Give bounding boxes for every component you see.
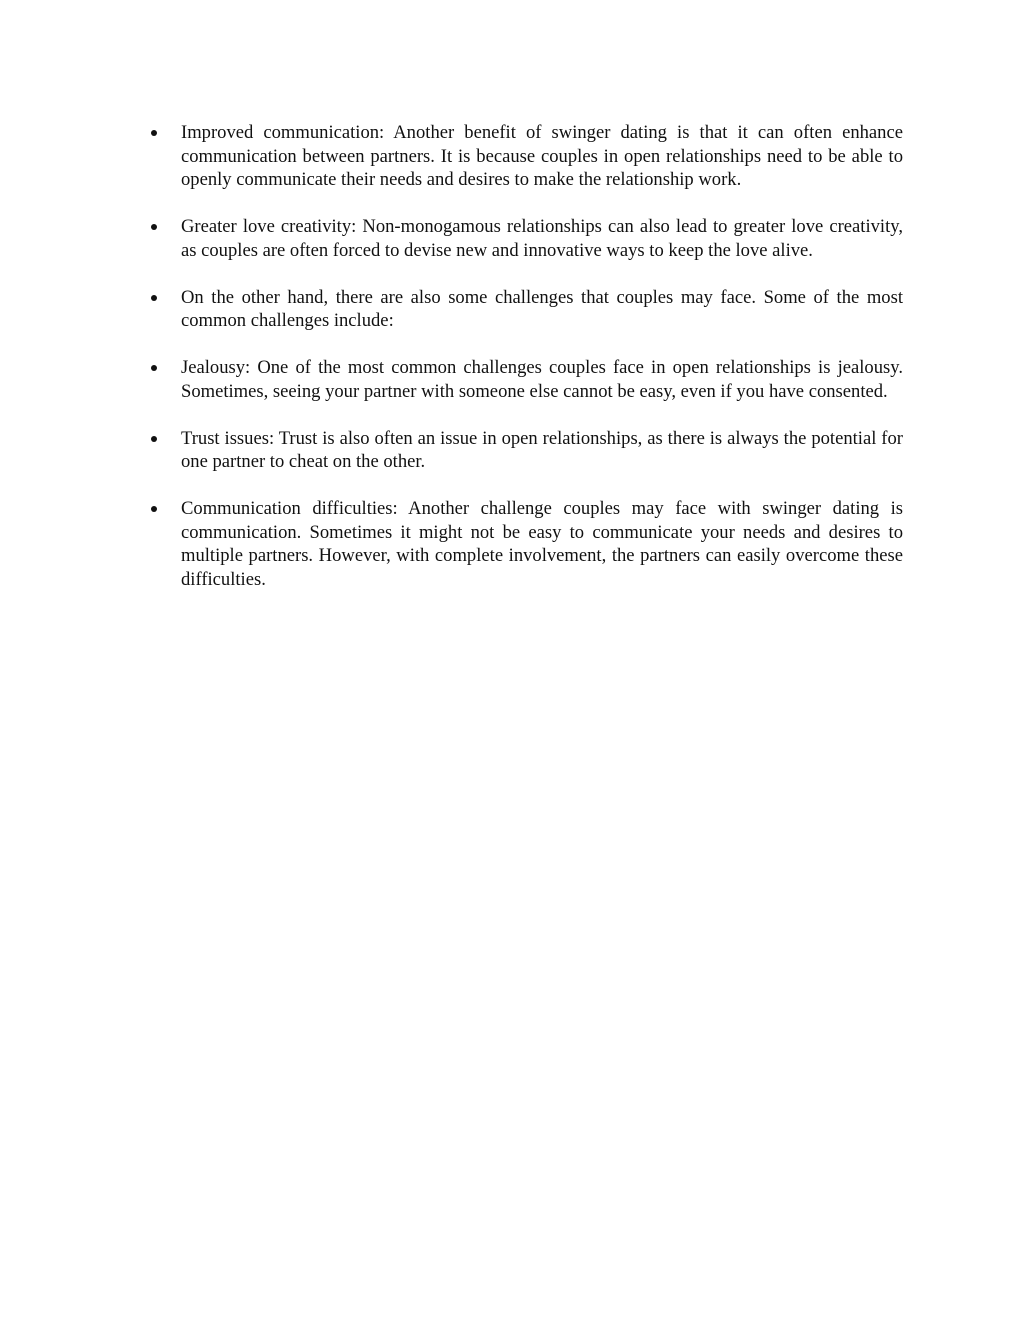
list-item <box>146 286 903 333</box>
bullet-icon <box>151 130 157 136</box>
bullet-text: Improved communication: Another benefit of swinger dating is that it can often enhance communication between partners. It is because couples in open relationships need to be able to openly communicate their needs and desires to make the relationship work. <box>181 122 903 190</box>
bullet-icon <box>151 365 157 371</box>
bullet-text: Trust issues: Trust is also often an issue in open relationships, as there is always the potential for one partner to cheat on the other. <box>181 427 903 472</box>
bullet-list <box>146 121 903 615</box>
bullet-text: Jealousy: One of the most common challenges couples face in open relationships is jealousy. Sometimes, seeing your partner with someone else cannot be easy, even if you have consented. <box>181 357 903 402</box>
list-item <box>146 356 903 403</box>
bullet-icon <box>151 436 157 442</box>
list-item <box>146 497 903 591</box>
list-item <box>146 121 903 192</box>
list-item <box>146 427 903 474</box>
bullet-icon <box>151 224 157 230</box>
bullet-icon <box>151 506 157 512</box>
bullet-text: Greater love creativity: Non-monogamous relationships can also lead to greater love creativity, as couples are often forced to devise new and innovative ways to keep the love alive. <box>181 216 903 261</box>
bullet-icon <box>151 295 157 301</box>
bullet-text: On the other hand, there are also some challenges that couples may face. Some of the most common challenges include: <box>181 286 903 331</box>
bullet-text: Communication difficulties: Another challenge couples may face with swinger dating is communication. Sometimes it might not be easy to communicate your needs and desires to multiple partners. However, with complete involvement, the partners can easily overcome these difficulties. <box>181 498 903 590</box>
list-item <box>146 215 903 262</box>
